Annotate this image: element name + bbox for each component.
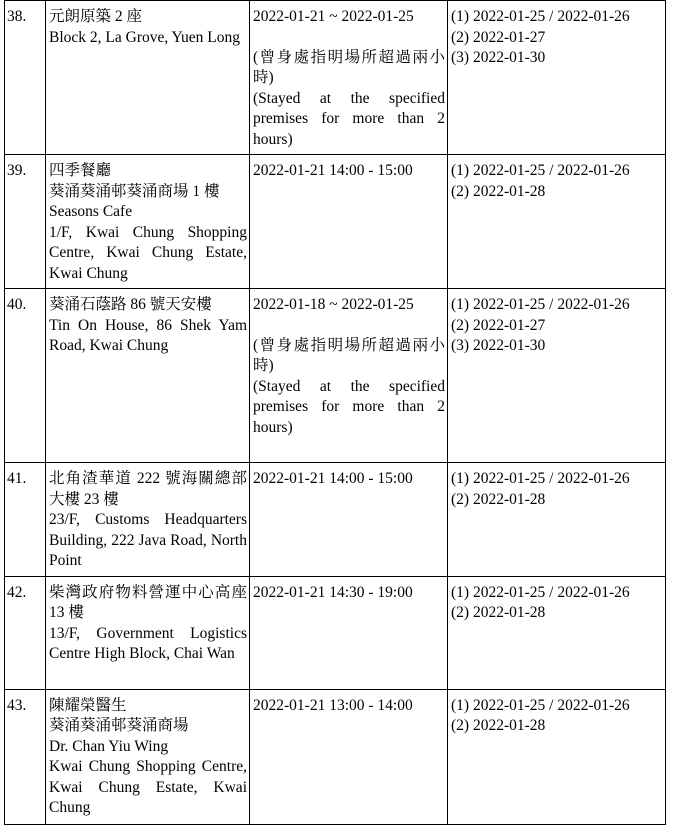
table-row xyxy=(5,576,666,689)
test-date: (1) 2022-01-25 / 2022-01-26 xyxy=(451,470,630,487)
location-chinese-address: 葵涌葵涌邨葵涌商場 1 樓 xyxy=(49,182,220,200)
location-english: 23/F, Customs Headquarters Building, 222 Java Road, North Point xyxy=(49,511,247,569)
table-row xyxy=(5,155,666,289)
row-number: 41. xyxy=(5,463,46,577)
stay-note-chinese: (曾身處指明場所超過兩小時) xyxy=(253,48,445,86)
test-date: (2) 2022-01-27 xyxy=(451,28,546,46)
row-number: 39. xyxy=(5,155,46,289)
period-text: 2022-01-21 14:00 - 15:00 xyxy=(253,470,413,487)
test-date: (2) 2022-01-28 xyxy=(451,604,546,621)
location-english-address: 1/F, Kwai Chung Shopping Centre, Kwai Chung Estate, Kwai Chung xyxy=(49,223,247,282)
location-cell xyxy=(46,155,250,289)
test-dates-cell xyxy=(448,689,666,824)
location-cell xyxy=(46,689,250,824)
premises-table xyxy=(4,0,666,825)
test-date: (1) 2022-01-25 / 2022-01-26 xyxy=(451,8,630,25)
period-text: 2022-01-18 ~ 2022-01-25 xyxy=(253,296,414,313)
location-english: Block 2, La Grove, Yuen Long xyxy=(49,28,240,46)
period-cell xyxy=(250,289,448,463)
row-number: 40. xyxy=(5,289,46,463)
test-date: (3) 2022-01-30 xyxy=(451,337,546,354)
location-chinese: 四季餐廳 xyxy=(49,162,112,179)
location-chinese: 元朗原築 2 座 xyxy=(49,8,143,25)
location-chinese: 陳耀榮醫生 xyxy=(49,696,127,714)
stay-note-english: (Stayed at the specified premises for more than 2 hours) xyxy=(253,377,445,436)
location-cell xyxy=(46,1,250,155)
test-dates-cell xyxy=(448,576,666,689)
location-cell xyxy=(46,463,250,577)
location-chinese: 柴灣政府物料營運中心高座 13 樓 xyxy=(49,583,247,621)
period-text: 2022-01-21 ~ 2022-01-25 xyxy=(253,8,414,25)
stay-note-chinese: (曾身處指明場所超過兩小時) xyxy=(253,336,445,374)
test-dates-cell xyxy=(448,463,666,577)
location-chinese-address: 葵涌葵涌邨葵涌商場 xyxy=(49,717,189,734)
row-number: 43. xyxy=(5,689,46,824)
period-text: 2022-01-21 14:00 - 15:00 xyxy=(253,162,413,179)
location-english: Tin On House, 86 Shek Yam Road, Kwai Chung xyxy=(49,316,247,354)
table-row xyxy=(5,689,666,824)
table-row xyxy=(5,289,666,463)
location-english-address: Kwai Chung Shopping Centre, Kwai Chung Estate, Kwai Chung xyxy=(49,758,247,816)
location-english: 13/F, Government Logistics Centre High Block, Chai Wan xyxy=(49,624,247,662)
test-date: (1) 2022-01-25 / 2022-01-26 xyxy=(451,162,630,179)
period-cell xyxy=(250,463,448,577)
test-date: (2) 2022-01-28 xyxy=(451,182,546,200)
location-english: Seasons Cafe xyxy=(49,203,133,220)
test-date: (1) 2022-01-25 / 2022-01-26 xyxy=(451,296,630,313)
period-text: 2022-01-21 13:00 - 14:00 xyxy=(253,696,413,714)
test-date: (2) 2022-01-27 xyxy=(451,316,546,334)
test-date: (2) 2022-01-28 xyxy=(451,490,546,508)
period-cell xyxy=(250,1,448,155)
period-cell xyxy=(250,155,448,289)
period-cell xyxy=(250,576,448,689)
test-dates-cell xyxy=(448,155,666,289)
test-dates-cell xyxy=(448,1,666,155)
document-page xyxy=(4,0,666,825)
table-row xyxy=(5,1,666,155)
period-cell xyxy=(250,689,448,824)
test-date: (1) 2022-01-25 / 2022-01-26 xyxy=(451,696,630,714)
location-chinese: 葵涌石蔭路 86 號天安樓 xyxy=(49,296,212,313)
test-date: (1) 2022-01-25 / 2022-01-26 xyxy=(451,583,630,601)
location-cell xyxy=(46,289,250,463)
test-dates-cell xyxy=(448,289,666,463)
location-cell xyxy=(46,576,250,689)
location-english: Dr. Chan Yiu Wing xyxy=(49,737,169,755)
table-row xyxy=(5,463,666,577)
test-date: (3) 2022-01-30 xyxy=(451,49,546,66)
test-date: (2) 2022-01-28 xyxy=(451,717,546,734)
row-number: 42. xyxy=(5,576,46,689)
row-number: 38. xyxy=(5,1,46,155)
location-chinese: 北角渣華道 222 號海關總部大樓 23 樓 xyxy=(49,470,247,508)
stay-note-english: (Stayed at the specified premises for more than 2 hours) xyxy=(253,89,445,148)
period-text: 2022-01-21 14:30 - 19:00 xyxy=(253,583,413,601)
